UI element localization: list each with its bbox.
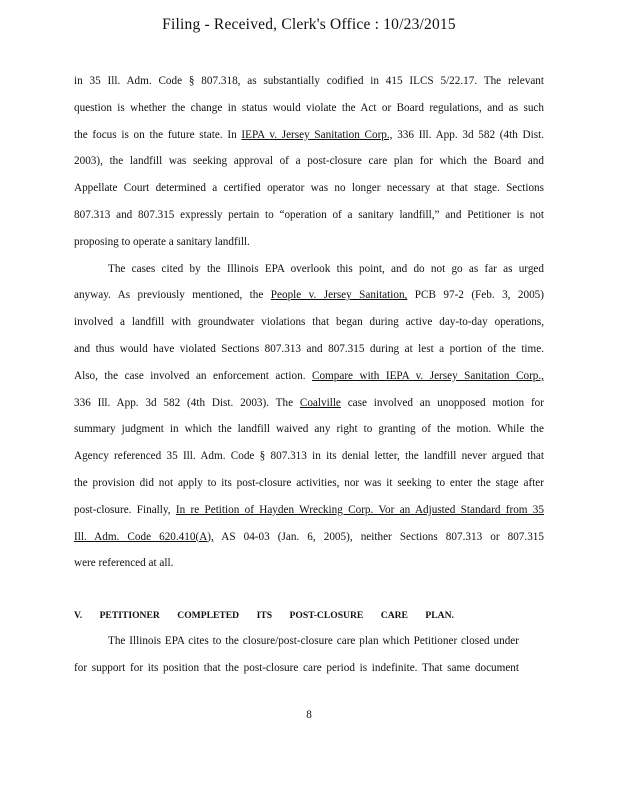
text-line: [74, 363, 544, 390]
section-word: POST-CLOSURE: [289, 610, 364, 621]
citation-text: Ill. Adm. Code 620.410(A),: [74, 530, 214, 543]
line-text: The cases cited by the Illinois EPA overlook this point, and do not go as far as urged: [108, 262, 544, 275]
paragraph-3: [74, 628, 519, 682]
citation-text: Compare with IEPA v. Jersey Sanitation Corp.,: [312, 369, 544, 382]
line-text: and thus would have violated Sections 807.313 and 807.315 during at lest a portion of the time.: [74, 342, 544, 355]
line-text: summary judgment in which the landfill waived any right to granting of the motion. While the: [74, 423, 544, 436]
line-text: post-closure. Finally,: [74, 503, 176, 516]
line-text: anyway. As previously mentioned, the: [74, 289, 271, 302]
line-text: question is whether the change in status would violate the Act or Board regulations, and as such: [74, 101, 544, 114]
line-text: the provision did not apply to its post-closure activities, nor was it seeking to enter the stage after: [74, 476, 544, 489]
line-text: in 35 Ill. Adm. Code § 807.318, as substantially codified in 415 ILCS 5/22.17. The relevant: [74, 75, 544, 87]
text-line: [74, 95, 544, 122]
text-line: [74, 550, 544, 577]
text-line: [74, 122, 544, 149]
section-body: [74, 628, 519, 682]
line-text: The Illinois EPA cites to the closure/post-closure care plan which Petitioner closed under: [108, 635, 519, 647]
section-word: ITS: [256, 610, 273, 621]
text-line: [74, 497, 544, 524]
text-line: [74, 416, 544, 443]
section-word: PLAN.: [425, 610, 454, 621]
text-line: [74, 282, 544, 309]
citation-text: Coalville: [299, 396, 341, 409]
line-text: 336 Ill. App. 3d 582 (4th Dist. 2003). The: [74, 396, 300, 409]
citation-text: In re Petition of Hayden Wrecking Corp. Vor an Adjusted Standard from 35: [175, 503, 544, 516]
line-text: the focus is on the future state. In: [74, 128, 242, 141]
text-line: [74, 229, 544, 256]
text-line: [74, 655, 519, 682]
text-line: [74, 68, 544, 95]
text-line: [74, 309, 544, 336]
line-text: Agency referenced 35 Ill. Adm. Code § 807.313 in its denial letter, the landfill never argued that: [74, 450, 544, 463]
paragraph-2: [74, 256, 544, 578]
text-line: [74, 470, 544, 497]
text-line: [74, 628, 519, 655]
text-line: [74, 390, 544, 417]
text-line: [74, 443, 544, 470]
section-word: COMPLETED: [177, 610, 240, 621]
line-text: PCB 97-2 (Feb. 3, 2005): [407, 289, 545, 302]
text-line: [74, 148, 544, 175]
citation-text: People v. Jersey Sanitation,: [270, 289, 408, 302]
page-number: 8: [306, 709, 312, 721]
section-word: CARE: [380, 610, 408, 621]
text-line: [74, 202, 544, 229]
line-text: 336 Ill. App. 3d 582 (4th Dist.: [392, 128, 544, 141]
line-text: AS 04-03 (Jan. 6, 2005), neither Sections 807.313 or 807.315: [213, 530, 544, 543]
paragraph-1: [74, 68, 544, 256]
line-text: 807.313 and 807.315 expressly pertain to “operation of a sanitary landfill,” and Petitioner is not: [74, 208, 544, 221]
line-text: were referenced at all.: [74, 557, 174, 570]
text-line: [74, 336, 544, 363]
line-text: proposing to operate a sanitary landfill.: [74, 235, 250, 248]
section-heading: [74, 610, 454, 621]
line-text: Also, the case involved an enforcement action.: [74, 369, 312, 382]
text-line: [74, 175, 544, 202]
text-line: [74, 256, 544, 283]
section-number: V.: [74, 610, 83, 621]
body-text: [74, 68, 544, 577]
line-text: for support for its position that the post-closure care period is indefinite. That same document: [74, 661, 519, 674]
text-line: [74, 524, 544, 551]
line-text: Appellate Court determined a certified operator was no longer necessary at that stage. Sections: [74, 182, 544, 195]
citation-text: IEPA v. Jersey Sanitation Corp.,: [241, 128, 393, 141]
line-text: case involved an unopposed motion for: [340, 396, 544, 409]
line-text: involved a landfill with groundwater violations that began during active day-to-day operations,: [74, 316, 544, 329]
filing-header: Filing - Received, Clerk's Office : 10/23/2015: [162, 16, 456, 33]
line-text: 2003), the landfill was seeking approval of a post-closure care plan for which the Board and: [74, 155, 544, 168]
section-word: PETITIONER: [99, 610, 160, 621]
